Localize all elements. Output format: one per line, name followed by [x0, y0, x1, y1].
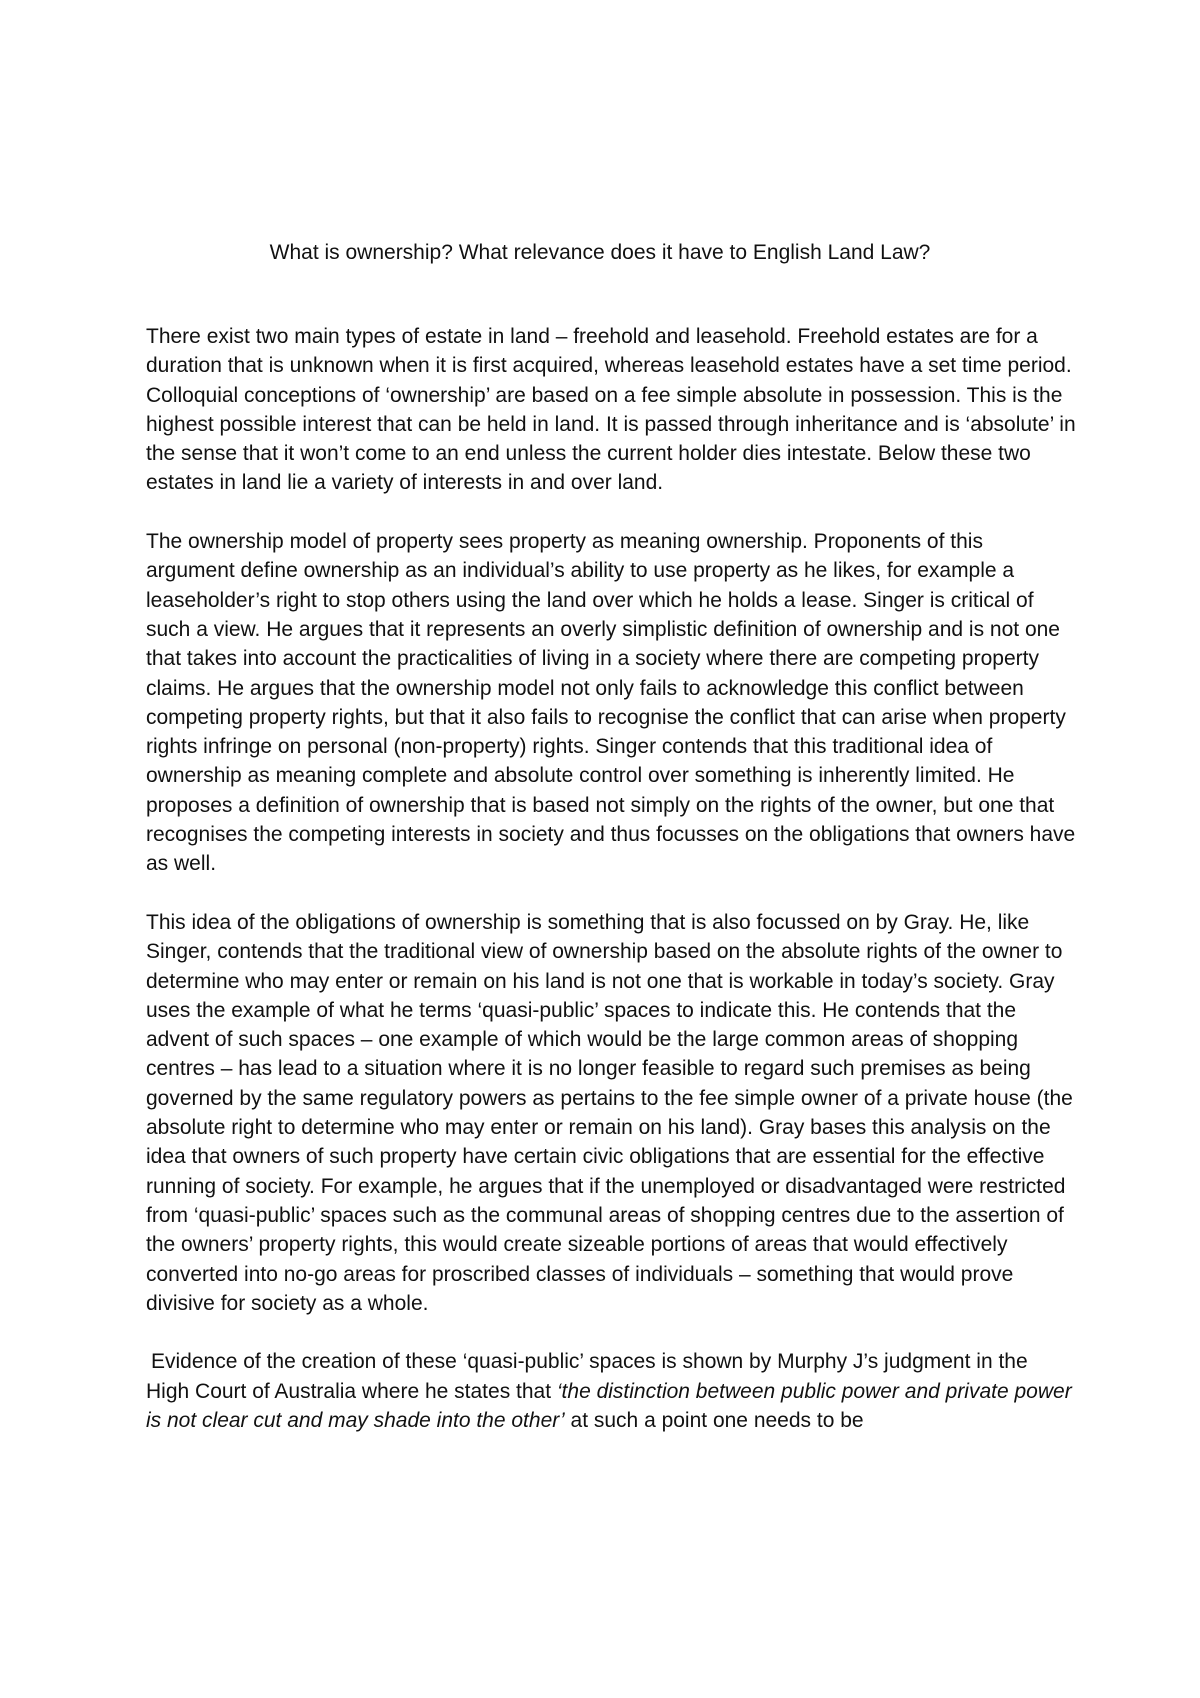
paragraph-gray-obligations: This idea of the obligations of ownership is something that is also focussed on by Gray. He, like Singer, contends that the traditional view of ownership based on the absolute rights of the owner to determine who may enter or remain on his land is not one that is workable in today’s society. Gray uses the example of what he terms ‘quasi-public’ spaces to indicate this. He contends that the advent of such spaces – one example of which would be the large common areas of shopping centres – has lead to a situation where it is no longer feasible to regard such premises as being governed by the same regulatory powers as pertains to the fee simple owner of a private house (the absolute right to determine who may enter or remain on his land). Gray bases this analysis on the idea that owners of such property have certain civic obligations that are essential for the effective running of society. For example, he argues that if the unemployed or disadvantaged were restricted from ‘quasi-public’ spaces such as the communal areas of shopping centres due to the assertion of the owners’ property rights, this would create sizeable portions of areas that would effectively converted into no-go areas for proscribed classes of individuals – something that would prove divisive for society as a whole. [146, 910, 1073, 1315]
paragraph-lead-text: Evidence of the creation of these ‘quasi-public’ spaces is shown by Murphy J’s judgment in the High Court of Australia where he states that [146, 1350, 1028, 1403]
paragraph-estates: There exist two main types of estate in land – freehold and leasehold. Freehold estates are for a duration that is unknown when it is first acquired, whereas leasehold estates have a set time period. Colloquial conceptions of ‘ownership’ are based on a fee simple absolute in possession. This is the highest possible interest that can be held in land. It is passed through inheritance and is ‘absolute’ in the sense that it won’t come to an end unless the current holder dies intestate. Below these two estates in land lie a variety of interests in and over land. [146, 325, 1076, 495]
document-title: What is ownership? What relevance does it have to English Land Law? [269, 241, 931, 264]
paragraph-quasi-public-evidence [146, 1347, 1076, 1435]
paragraph-tail-text: at such a point one needs to be [564, 1408, 864, 1432]
murphy-quote: ‘the distinction between public power and private power is not clear cut and may shade into the other’ [146, 1379, 1072, 1432]
document-body [146, 322, 1076, 1465]
paragraph-ownership-model: The ownership model of property sees property as meaning ownership. Proponents of this argument define ownership as an individual’s ability to use property as he likes, for example a leaseholder’s right to stop others using the land over which he holds a lease. Singer is critical of such a view. He argues that it represents an overly simplistic definition of ownership and is not one that takes into account the practicalities of living in a society where there are competing property claims. He argues that the ownership model not only fails to acknowledge this conflict between competing property rights, but that it also fails to recognise the conflict that can arise when property rights infringe on personal (non-property) rights. Singer contends that this traditional idea of ownership as meaning complete and absolute control over something is inherently limited. He proposes a definition of ownership that is based not simply on the rights of the owner, but one that recognises the competing interests in society and thus focusses on the obligations that owners have as well. [146, 530, 1076, 876]
